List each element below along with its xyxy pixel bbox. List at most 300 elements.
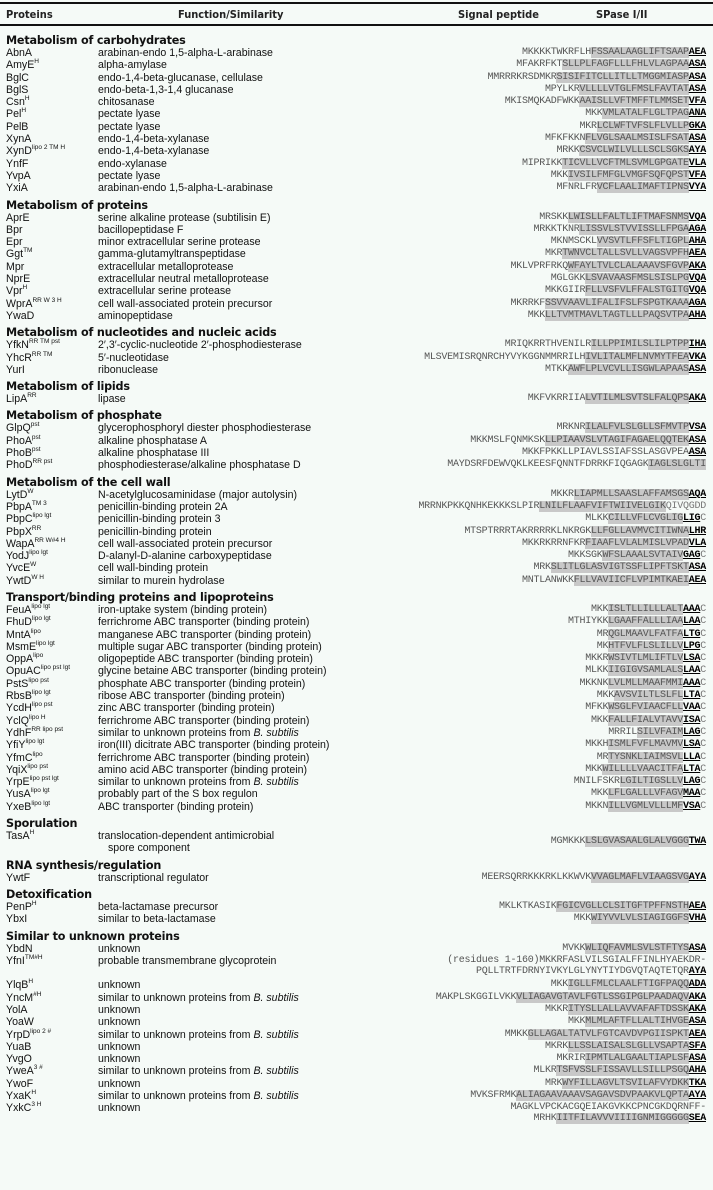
- protein-label: AprE: [6, 211, 30, 224]
- table-row: [0, 550, 713, 562]
- protein-label: PbpX: [6, 525, 32, 538]
- cleavage-site: AKA: [688, 260, 706, 272]
- protein-name: [6, 616, 51, 628]
- n-region: MKRK: [544, 1040, 568, 1052]
- protein-label: LipA: [6, 393, 28, 406]
- n-region: MAKPLSKGGILVKK: [435, 991, 517, 1003]
- n-region: MKK: [590, 603, 609, 615]
- cleavage-site: AEA: [688, 1028, 706, 1040]
- table-row: [0, 170, 713, 182]
- cleavage-site: ASA: [688, 83, 706, 95]
- protein-name: [6, 236, 23, 248]
- cleavage-site: LHR: [688, 525, 706, 537]
- protein-annotation: RR TM pst: [28, 338, 60, 346]
- table-row: [0, 562, 713, 574]
- function-text: translocation-dependent antimicrobial: [98, 830, 275, 843]
- protein-annotation: TM#H: [24, 953, 43, 961]
- signal-peptide-sequence: [424, 352, 706, 364]
- cleavage-site: LLA: [682, 751, 701, 763]
- cleavage-site: AYA: [688, 1090, 706, 1102]
- cysteine: C: [700, 550, 706, 562]
- hydrophobic-region: CILLVFLCVGLIG: [608, 513, 683, 525]
- cysteine: C: [700, 677, 706, 689]
- protein-name: [6, 310, 34, 322]
- protein-label: Csn: [6, 96, 25, 109]
- table-row: [0, 108, 713, 120]
- protein-name: [6, 550, 48, 562]
- n-region: MRRNKPKKQNHKEKKKSLPIR: [418, 500, 540, 512]
- protein-annotation: lipo lgt: [31, 602, 51, 610]
- cleavage-site: LAG: [682, 726, 701, 738]
- header-spase: SPase I/II: [596, 8, 648, 21]
- table-row: [0, 72, 713, 84]
- protein-label: PhoD: [6, 459, 33, 472]
- table-row: [0, 1029, 713, 1041]
- protein-name: [6, 248, 32, 260]
- signal-peptide-sequence: [597, 629, 706, 641]
- protein-table: [0, 30, 713, 1127]
- protein-annotation: RR lipo pst: [31, 725, 64, 733]
- n-region: MNILFSKR: [573, 776, 620, 788]
- n-region: MKK: [590, 788, 609, 800]
- n-region: MMKK: [504, 1028, 528, 1040]
- protein-name: [6, 1041, 31, 1053]
- hydrophobic-region: GLLAGALTATVLFGTCAVDVPGIISPKT: [527, 1028, 689, 1040]
- protein-label: YxkC: [6, 1102, 32, 1115]
- cleavage-site: LTA: [682, 763, 701, 775]
- cleavage-site: VFA: [688, 169, 706, 181]
- signal-peptide-sequence: [574, 913, 706, 925]
- function-text: ferrichrome ABC transporter (binding protein): [98, 714, 310, 727]
- protein-name: [6, 212, 30, 224]
- n-region: MKKKKTWKRFLH: [521, 47, 591, 58]
- function-text: endo-1,4-beta-glucanase, cellulase: [98, 71, 263, 84]
- table-row: [0, 298, 713, 310]
- cleavage-site: IHA: [688, 339, 706, 351]
- hydrophobic-region: SILVFAIM: [636, 726, 683, 738]
- signal-peptide-sequence: [528, 310, 706, 322]
- signal-peptide-sequence: [591, 788, 706, 800]
- function-text: glycerophosphoryl diester phosphodiesterase: [98, 422, 312, 435]
- hydrophobic-region: WFSLAAALSVTAIV: [602, 550, 683, 562]
- n-region: MMRRRKRSDMKR: [487, 71, 557, 83]
- cleavage-site: LAG: [682, 776, 701, 788]
- signal-peptide-sequence: [562, 943, 706, 955]
- protein-label: PenP: [6, 900, 32, 913]
- function-text: oligopeptide ABC transporter (binding protein): [98, 653, 313, 666]
- n-region: MRK: [533, 562, 551, 574]
- function-text: alpha-amylase: [98, 59, 167, 72]
- table-row: [0, 121, 713, 133]
- hydrophobic-region: HTFVLFLSLILLV: [608, 640, 683, 652]
- protein-label: YwoF: [6, 1077, 34, 1090]
- protein-annotation: RR: [27, 392, 37, 400]
- function-text: pectate lyase: [98, 108, 161, 121]
- signal-peptide-sequence: [551, 979, 706, 991]
- protein-label: YbdN: [6, 942, 33, 955]
- cysteine: C: [700, 665, 706, 677]
- signal-peptide-sequence: [597, 641, 706, 653]
- protein-annotation: H: [34, 58, 39, 66]
- n-region: MKK: [527, 309, 545, 321]
- table-row: [0, 435, 713, 447]
- signal-peptide-sequence: [447, 955, 706, 977]
- function-text: pectate lyase: [98, 120, 161, 133]
- protein-name: [6, 1102, 41, 1114]
- cleavage-site: LSA: [682, 653, 701, 665]
- signal-peptide-sequence: [528, 393, 706, 405]
- n-region: MGLGKK: [550, 273, 586, 285]
- n-region: MKKMSLFQNMKSK: [470, 434, 545, 446]
- hydrophobic-region: WYFILLAGVLTSVILAFVYDKK: [562, 1077, 689, 1089]
- protein-annotation: W: [30, 561, 37, 569]
- protein-annotation: lipo pst: [28, 676, 49, 684]
- function-text: cell wall-associated protein precursor: [98, 537, 273, 550]
- signal-peptide-sequence: [585, 764, 706, 776]
- cleavage-site: AHA: [688, 309, 706, 321]
- signal-peptide-sequence: [545, 285, 706, 297]
- hydrophobic-region: ILLVGMLVLLLMF: [608, 800, 683, 812]
- protein-label: YvcE: [6, 562, 31, 575]
- protein-label: BglS: [6, 83, 29, 96]
- table-row: [0, 715, 713, 727]
- cysteine: C: [700, 702, 706, 714]
- protein-label: YwaD: [6, 309, 35, 322]
- signal-peptide-sequence: [533, 562, 706, 574]
- signal-peptide-sequence: [522, 47, 706, 59]
- function-text: manganese ABC transporter (binding protein): [98, 628, 312, 641]
- protein-label: YvpA: [6, 169, 31, 182]
- signal-peptide-sequence: [505, 96, 706, 108]
- table-row: [0, 641, 713, 653]
- signal-peptide-sequence: [551, 236, 706, 248]
- n-region: MLKK: [585, 513, 609, 525]
- signal-peptide-sequence: [551, 489, 706, 501]
- protein-annotation: H: [29, 829, 35, 837]
- protein-label: YnfF: [6, 157, 29, 170]
- protein-annotation: TM: [23, 247, 33, 255]
- cleavage-site: AYA: [688, 145, 706, 157]
- signal-peptide-sequence: [568, 616, 706, 628]
- protein-label: WprA: [6, 297, 33, 310]
- section-title: Metabolism of proteins: [6, 198, 148, 212]
- signal-peptide-sequence: [574, 776, 706, 788]
- cleavage-site: AAA: [682, 677, 701, 689]
- cleavage-site: AAA: [682, 603, 701, 615]
- signal-peptide-sequence: [516, 59, 706, 71]
- function-text: probable transmembrane glycoprotein: [98, 954, 277, 967]
- function-text: ferrichrome ABC transporter (binding protein): [98, 751, 310, 764]
- function-text: glycine betaine ABC transporter (binding protein): [98, 665, 327, 678]
- cleavage-site: VFA: [688, 96, 706, 108]
- table-row: [0, 261, 713, 273]
- n-region: MKK: [585, 108, 603, 120]
- hydrophobic-region: VLLLLVTGLFMSLFAVTAT: [579, 83, 689, 95]
- cysteine: C: [700, 776, 706, 788]
- function-text: penicillin-binding protein: [98, 525, 212, 538]
- protein-label: Epr: [6, 236, 23, 249]
- protein-name: [6, 261, 24, 273]
- protein-annotation: H: [24, 95, 30, 103]
- table-row: [0, 776, 713, 788]
- hydrophobic-region: LWISLLFALTLIFTMAFSNMS: [567, 211, 689, 223]
- protein-annotation: #H: [33, 990, 42, 998]
- protein-label: YwtF: [6, 871, 31, 884]
- section-title: Metabolism of nucleotides and nucleic acids: [6, 326, 277, 340]
- header-proteins: Proteins: [6, 8, 53, 21]
- cleavage-site: AEA: [688, 574, 706, 586]
- sequence-line-1: MAGKLVPCKACGQEIAKGVKKCPNCGKDQRNFF-: [510, 1102, 706, 1114]
- table-row: [0, 236, 713, 248]
- table-row: [0, 422, 713, 434]
- protein-annotation: lipo lgt: [31, 689, 51, 697]
- protein-annotation: lipo 2 #: [30, 1027, 52, 1035]
- signal-peptide-sequence: [556, 1053, 706, 1065]
- function-text: penicillin-binding protein 2A: [98, 500, 228, 513]
- protein-label: YweA: [6, 1065, 34, 1078]
- signal-peptide-sequence: [510, 298, 706, 310]
- signal-peptide-sequence: [556, 422, 706, 434]
- protein-annotation: RR pst: [32, 458, 53, 466]
- protein-name: [6, 955, 43, 967]
- n-region: MKK: [567, 1016, 586, 1028]
- cleavage-site: AKA: [688, 991, 706, 1003]
- protein-label: AbnA: [6, 47, 32, 59]
- function-text: endo-beta-1,3-1,4 glucanase: [98, 83, 234, 96]
- hydrophobic-region: AVSVILTLSLFL: [613, 690, 683, 702]
- protein-annotation: lipo pst: [27, 762, 49, 770]
- hydrophobic-region: TWNVCLTALLSVLLVAGSVPFH: [562, 248, 689, 260]
- n-region: MTHIYKK: [567, 616, 609, 628]
- n-region: MKK: [585, 763, 603, 775]
- section-title: Similar to unknown proteins: [6, 929, 180, 943]
- cleavage-site: LAA: [682, 616, 701, 628]
- hydrophobic-region: LLSSLAISALSLGLLVSAPTA: [567, 1040, 689, 1052]
- n-region: PQLLTRTFDRNYIVKYLGLYNYTIYDGVQTAQTETQR: [475, 965, 689, 977]
- function-text: aminopeptidase: [98, 309, 173, 322]
- hydrophobic-region: VLIAGAVGTAVLFGTLSSGIPGLPAADAQV: [516, 991, 689, 1003]
- hydrophobic-region: WSGLFVIAACFLL: [608, 702, 683, 714]
- protein-name: [6, 901, 37, 913]
- n-region: MKFVKRRIIA: [527, 393, 586, 405]
- n-region: MKKR: [585, 653, 609, 665]
- function-text: extracellular metalloprotease: [98, 260, 234, 273]
- protein-label: YoaW: [6, 1016, 34, 1029]
- function-text: chitosanase: [98, 96, 155, 109]
- function-text: similar to unknown proteins from B. subtilis: [98, 1065, 299, 1078]
- function-text: 5′-nucleotidase: [98, 351, 169, 364]
- table-row: [0, 575, 713, 587]
- table-row: [0, 1053, 713, 1065]
- n-region: MIPRIKK: [521, 157, 563, 169]
- table-row: [0, 788, 713, 800]
- table-row: [0, 96, 713, 108]
- protein-name: [6, 801, 50, 813]
- n-region: MRIQKRRTHVENILR: [504, 339, 591, 351]
- hydrophobic-region: ISLTLLILLLALT: [608, 603, 683, 615]
- protein-annotation: RR W 3 H: [32, 296, 62, 304]
- function-text: extracellular neutral metalloprotease: [98, 273, 269, 286]
- function-text: alkaline phosphatase III: [98, 447, 210, 460]
- table-row: [0, 47, 713, 59]
- table-row: [0, 604, 713, 616]
- hydrophobic-region: LGILTIGSLLV: [619, 776, 683, 788]
- cleavage-site: VKA: [688, 351, 706, 363]
- hydrophobic-region: LVLMLLMAAFMMI: [608, 677, 683, 689]
- function-text: N-acetylglucosaminidase (major autolysin): [98, 488, 298, 501]
- table-top-rule: [0, 2, 713, 4]
- n-region: MKKRKRRNFKR: [521, 537, 586, 549]
- cleavage-site: VYA: [688, 182, 706, 194]
- cleavage-site: AYA: [688, 871, 706, 883]
- cleavage-site: MAA: [682, 788, 701, 800]
- hydrophobic-region: ILLPPIMILSLILPTPP: [590, 339, 689, 351]
- hydrophobic-region: LLPIAAVSLVTAGIFAGAELQQTEK: [544, 434, 689, 446]
- hydrophobic-region: ALIAGAAVAAAVSAGAVSDVPAAKVLQPTA: [516, 1090, 689, 1102]
- cleavage-site: VSA: [688, 422, 706, 434]
- protein-label: XynD: [6, 145, 32, 158]
- cleavage-site: ISA: [682, 714, 701, 726]
- signal-peptide-sequence: [551, 836, 706, 848]
- hydrophobic-region: LLFGLLAVMVCITIWNA: [590, 525, 689, 537]
- signal-peptide-sequence: [585, 513, 706, 525]
- table-row: [0, 1004, 713, 1016]
- signal-peptide-sequence: [522, 575, 706, 587]
- protein-label: Vpr: [6, 285, 23, 298]
- cleavage-site: GKA: [688, 120, 706, 132]
- protein-annotation: RR: [31, 524, 42, 532]
- signal-peptide-sequence: [482, 872, 706, 884]
- table-row: [0, 992, 713, 1004]
- protein-label: FhuD: [6, 616, 32, 629]
- cleavage-site: VHA: [688, 913, 706, 925]
- function-text: cell wall-associated protein precursor: [98, 297, 273, 310]
- function-text-continued: spore component: [108, 842, 190, 855]
- n-region: MKKNK: [579, 677, 609, 689]
- protein-label: YcdH: [6, 702, 32, 715]
- hydrophobic-region: WSIVTLMLIFTLV: [608, 653, 683, 665]
- signal-peptide-sequence: [470, 1090, 706, 1102]
- protein-name: [6, 108, 26, 120]
- protein-name: [6, 47, 32, 59]
- protein-label: Ggt: [6, 248, 24, 261]
- protein-label: YfiY: [6, 739, 26, 752]
- protein-label: YfkN: [6, 339, 29, 352]
- signal-peptide-sequence: [551, 273, 706, 285]
- n-region: MGMKKK: [550, 836, 586, 848]
- table-row: [0, 739, 713, 751]
- hydrophobic-region: ITYSLLALLAVVAFAFTDSSK: [567, 1004, 689, 1015]
- protein-name: [6, 285, 27, 297]
- signal-peptide-sequence: [510, 1102, 706, 1124]
- hydrophobic-region: LNILFLAAFVIFTWIIVELGIK: [539, 500, 666, 512]
- cysteine: C: [700, 513, 706, 525]
- function-text: similar to unknown proteins from B. subtilis: [98, 1028, 299, 1041]
- n-region: MR: [596, 628, 609, 640]
- function-text: probably part of the S box regulon: [98, 788, 258, 801]
- protein-annotation: lipo pst lgt: [40, 664, 71, 672]
- table-row: [0, 310, 713, 322]
- hydrophobic-region: LIAPMLLSAASLAFFAMSGS: [573, 488, 689, 500]
- function-text: similar to unknown proteins from B. subtilis: [98, 726, 299, 739]
- signal-peptide-sequence: [505, 339, 706, 351]
- cleavage-site: ASA: [688, 133, 706, 145]
- sequence-line-1: (residues 1-160)MKKRFASLVILSGIALFFINLHYAEKDR-: [447, 954, 706, 966]
- protein-annotation: lipo: [30, 627, 41, 635]
- section-title: Sporulation: [6, 817, 78, 831]
- signal-peptide-sequence: [470, 435, 706, 447]
- cleavage-site: LPG: [682, 640, 701, 652]
- cleavage-site: VQA: [688, 285, 706, 297]
- cleavage-site: TKA: [688, 1077, 706, 1089]
- signal-peptide-sequence: [499, 901, 706, 913]
- n-region: MRSKK: [539, 211, 568, 223]
- protein-label: YhcR: [6, 351, 32, 364]
- hydrophobic-region: ILALFVLSLGLLSFMVTP: [585, 422, 689, 434]
- protein-label: Bpr: [6, 223, 23, 236]
- protein-annotation: lipo H: [28, 713, 46, 721]
- cleavage-site: AEA: [688, 900, 706, 912]
- n-region: MRKNR: [556, 422, 586, 434]
- cleavage-site: ASA: [688, 434, 706, 446]
- protein-label: YfmC: [6, 751, 33, 764]
- signal-peptide-sequence: [545, 84, 706, 96]
- hydrophobic-region: WILLLLVAACITFA: [602, 763, 683, 775]
- table-row: [0, 364, 713, 376]
- hydrophobic-region: IGLLFMLCLAALFTIGFPAQQ: [567, 979, 689, 991]
- protein-label: YxiA: [6, 182, 28, 195]
- n-region: MAYDSRFDEWVQKLKEESFQNNTFDRRKFIQGAGK: [447, 459, 649, 471]
- cleavage-site: TWA: [688, 836, 706, 848]
- protein-label: YqiX: [6, 763, 28, 776]
- function-text: minor extracellular serine protease: [98, 236, 261, 249]
- protein-annotation: W: [27, 487, 34, 495]
- n-region: MKKR: [544, 1004, 568, 1015]
- protein-label: YdhF: [6, 726, 32, 739]
- section-title: Metabolism of carbohydrates: [6, 34, 186, 47]
- cleavage-site: GAG: [682, 550, 701, 562]
- table-row: [0, 538, 713, 550]
- table-row: [0, 133, 713, 145]
- hydrophobic-region: FIAAFLVLALMISLVPAD: [585, 537, 689, 549]
- cleavage-site: AQA: [688, 488, 706, 500]
- n-region: MKISMQKADFWKK: [504, 96, 580, 108]
- function-text: unknown: [98, 1004, 141, 1016]
- protein-label: WapA: [6, 537, 35, 550]
- hydrophobic-region: IITFILAVVVIIIIGNMIGGGGG: [556, 1113, 689, 1125]
- protein-name: [6, 145, 65, 157]
- protein-annotation: pst: [30, 421, 40, 429]
- n-region: MKKH: [585, 739, 609, 751]
- function-text: unknown: [98, 1077, 141, 1090]
- function-text: lipase: [98, 393, 126, 406]
- hydrophobic-region: VCFLAALIMAFTIPNS: [596, 182, 689, 194]
- table-row: [0, 1090, 713, 1102]
- protein-annotation: H: [28, 978, 34, 986]
- protein-label: YbxI: [6, 913, 28, 926]
- table-row: [0, 801, 713, 813]
- cysteine: C: [700, 653, 706, 665]
- cleavage-site: ASA: [688, 1016, 706, 1028]
- table-row: [0, 59, 713, 71]
- protein-label: TasA: [6, 830, 30, 843]
- n-region: MRK: [544, 1077, 563, 1089]
- signal-peptide-sequence: [533, 224, 706, 236]
- protein-name: [6, 1004, 27, 1016]
- n-region: MKKR: [550, 488, 574, 500]
- protein-label: Mpr: [6, 260, 25, 273]
- table-row: [0, 690, 713, 702]
